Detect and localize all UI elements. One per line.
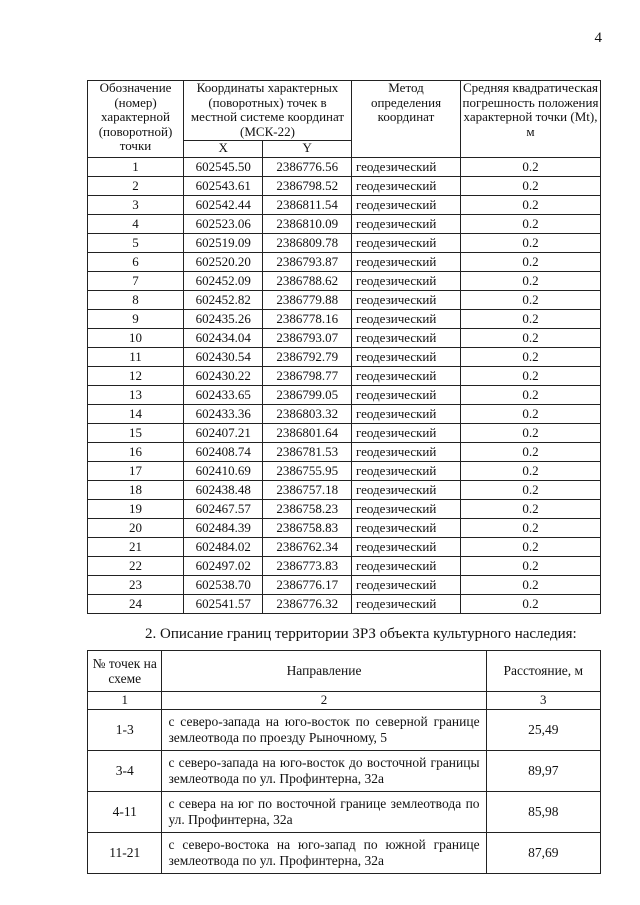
- method-cell: геодезический: [352, 196, 461, 215]
- point-number-cell: 11: [88, 348, 184, 367]
- error-cell: 0.2: [461, 310, 601, 329]
- point-number-cell: 10: [88, 329, 184, 348]
- method-cell: геодезический: [352, 500, 461, 519]
- y-cell: 2386762.34: [263, 538, 352, 557]
- x-cell: 602438.48: [184, 481, 263, 500]
- header-error: Средняя квадратическая погрешность положения характерной точки (Mt), м: [461, 81, 601, 158]
- y-cell: 2386792.79: [263, 348, 352, 367]
- y-cell: 2386788.62: [263, 272, 352, 291]
- point-number-cell: 20: [88, 519, 184, 538]
- point-number-cell: 2: [88, 177, 184, 196]
- method-cell: геодезический: [352, 443, 461, 462]
- y-cell: 2386779.88: [263, 291, 352, 310]
- y-cell: 2386810.09: [263, 215, 352, 234]
- table-row: [88, 310, 601, 329]
- point-number-cell: 16: [88, 443, 184, 462]
- method-cell: геодезический: [352, 253, 461, 272]
- x-cell: 602434.04: [184, 329, 263, 348]
- x-cell: 602541.57: [184, 595, 263, 614]
- x-cell: 602408.74: [184, 443, 263, 462]
- table-row: [88, 158, 601, 177]
- header-method: Метод определения координат: [352, 81, 461, 158]
- table-row: [88, 500, 601, 519]
- point-number-cell: 12: [88, 367, 184, 386]
- x-cell: 602433.65: [184, 386, 263, 405]
- table-row: [88, 751, 601, 792]
- table-row: [88, 234, 601, 253]
- x-cell: 602543.61: [184, 177, 263, 196]
- error-cell: 0.2: [461, 405, 601, 424]
- error-cell: 0.2: [461, 519, 601, 538]
- method-cell: геодезический: [352, 481, 461, 500]
- method-cell: геодезический: [352, 367, 461, 386]
- point-number-cell: 3: [88, 196, 184, 215]
- y-cell: 2386798.52: [263, 177, 352, 196]
- error-cell: 0.2: [461, 576, 601, 595]
- table-row: [88, 405, 601, 424]
- error-cell: 0.2: [461, 500, 601, 519]
- header-coordinates: Координаты характерных (поворотных) точек в местной системе координат (МСК-22): [184, 81, 352, 141]
- error-cell: 0.2: [461, 329, 601, 348]
- x-cell: 602430.54: [184, 348, 263, 367]
- x-cell: 602433.36: [184, 405, 263, 424]
- method-cell: геодезический: [352, 424, 461, 443]
- x-cell: 602538.70: [184, 576, 263, 595]
- method-cell: геодезический: [352, 576, 461, 595]
- error-cell: 0.2: [461, 348, 601, 367]
- y-cell: 2386776.32: [263, 595, 352, 614]
- error-cell: 0.2: [461, 367, 601, 386]
- point-number-cell: 19: [88, 500, 184, 519]
- table-row: [88, 177, 601, 196]
- table-row: [88, 253, 601, 272]
- point-number-cell: 9: [88, 310, 184, 329]
- y-cell: 2386803.32: [263, 405, 352, 424]
- method-cell: геодезический: [352, 158, 461, 177]
- point-number-cell: 5: [88, 234, 184, 253]
- points-cell: 3-4: [88, 751, 162, 792]
- point-number-cell: 23: [88, 576, 184, 595]
- error-cell: 0.2: [461, 595, 601, 614]
- coordinates-table: [87, 80, 601, 614]
- y-cell: 2386758.23: [263, 500, 352, 519]
- method-cell: геодезический: [352, 291, 461, 310]
- point-number-cell: 18: [88, 481, 184, 500]
- distance-cell: 89,97: [486, 751, 600, 792]
- table-row: [88, 462, 601, 481]
- point-number-cell: 1: [88, 158, 184, 177]
- method-cell: геодезический: [352, 272, 461, 291]
- coordinates-table-body: [88, 158, 601, 614]
- y-cell: 2386793.07: [263, 329, 352, 348]
- y-cell: 2386755.95: [263, 462, 352, 481]
- table-row: [88, 386, 601, 405]
- section-title: 2. Описание границ территории ЗРЗ объекта культурного наследия:: [145, 626, 577, 642]
- y-cell: 2386801.64: [263, 424, 352, 443]
- x-cell: 602410.69: [184, 462, 263, 481]
- error-cell: 0.2: [461, 215, 601, 234]
- table-row: [88, 348, 601, 367]
- table-row: [88, 424, 601, 443]
- x-cell: 602407.21: [184, 424, 263, 443]
- table-row: [88, 792, 601, 833]
- header-y: Y: [263, 141, 352, 158]
- table-row: [88, 291, 601, 310]
- points-cell: 11-21: [88, 833, 162, 874]
- distance-cell: 87,69: [486, 833, 600, 874]
- point-number-cell: 8: [88, 291, 184, 310]
- error-cell: 0.2: [461, 557, 601, 576]
- y-cell: 2386781.53: [263, 443, 352, 462]
- method-cell: геодезический: [352, 519, 461, 538]
- table-row: [88, 710, 601, 751]
- point-number-cell: 7: [88, 272, 184, 291]
- x-cell: 602542.44: [184, 196, 263, 215]
- method-cell: геодезический: [352, 538, 461, 557]
- method-cell: геодезический: [352, 310, 461, 329]
- table-row: [88, 272, 601, 291]
- index-cell: 3: [486, 692, 600, 710]
- x-cell: 602452.82: [184, 291, 263, 310]
- point-number-cell: 22: [88, 557, 184, 576]
- error-cell: 0.2: [461, 386, 601, 405]
- x-cell: 602467.57: [184, 500, 263, 519]
- x-cell: 602484.02: [184, 538, 263, 557]
- direction-cell: с северо-запада на юго-восток до восточной границы землеотвода по ул. Профинтерна, 32а: [162, 751, 486, 792]
- y-cell: 2386758.83: [263, 519, 352, 538]
- index-cell: 1: [88, 692, 162, 710]
- error-cell: 0.2: [461, 443, 601, 462]
- table-row: [88, 367, 601, 386]
- index-cell: 2: [162, 692, 486, 710]
- y-cell: 2386799.05: [263, 386, 352, 405]
- error-cell: 0.2: [461, 462, 601, 481]
- error-cell: 0.2: [461, 177, 601, 196]
- x-cell: 602497.02: [184, 557, 263, 576]
- table-row: [88, 329, 601, 348]
- x-cell: 602452.09: [184, 272, 263, 291]
- y-cell: 2386811.54: [263, 196, 352, 215]
- method-cell: геодезический: [352, 177, 461, 196]
- y-cell: 2386809.78: [263, 234, 352, 253]
- method-cell: геодезический: [352, 405, 461, 424]
- table-row: [88, 215, 601, 234]
- header-distance: Расстояние, м: [486, 651, 600, 692]
- y-cell: 2386757.18: [263, 481, 352, 500]
- direction-cell: с севера на юг по восточной границе землеотвода по ул. Профинтерна, 32а: [162, 792, 486, 833]
- table-row: [88, 576, 601, 595]
- error-cell: 0.2: [461, 291, 601, 310]
- point-number-cell: 4: [88, 215, 184, 234]
- point-number-cell: 13: [88, 386, 184, 405]
- point-number-cell: 21: [88, 538, 184, 557]
- header-direction: Направление: [162, 651, 486, 692]
- direction-cell: с северо-востока на юго-запад по южной границе землеотвода по ул. Профинтерна, 32а: [162, 833, 486, 874]
- table-row: [88, 443, 601, 462]
- point-number-cell: 15: [88, 424, 184, 443]
- distance-cell: 25,49: [486, 710, 600, 751]
- method-cell: геодезический: [352, 595, 461, 614]
- point-number-cell: 14: [88, 405, 184, 424]
- error-cell: 0.2: [461, 234, 601, 253]
- points-cell: 1-3: [88, 710, 162, 751]
- table-row: [88, 557, 601, 576]
- y-cell: 2386798.77: [263, 367, 352, 386]
- table-row: [88, 538, 601, 557]
- y-cell: 2386778.16: [263, 310, 352, 329]
- error-cell: 0.2: [461, 538, 601, 557]
- method-cell: геодезический: [352, 348, 461, 367]
- method-cell: геодезический: [352, 215, 461, 234]
- error-cell: 0.2: [461, 272, 601, 291]
- table-row: [88, 481, 601, 500]
- x-cell: 602430.22: [184, 367, 263, 386]
- y-cell: 2386776.17: [263, 576, 352, 595]
- error-cell: 0.2: [461, 253, 601, 272]
- direction-cell: с северо-запада на юго-восток по северной границе землеотвода по проезду Рыночному, 5: [162, 710, 486, 751]
- y-cell: 2386773.83: [263, 557, 352, 576]
- header-x: X: [184, 141, 263, 158]
- y-cell: 2386793.87: [263, 253, 352, 272]
- table-row: [88, 833, 601, 874]
- header-points: № точек на схеме: [88, 651, 162, 692]
- point-number-cell: 6: [88, 253, 184, 272]
- points-cell: 4-11: [88, 792, 162, 833]
- table-row: [88, 196, 601, 215]
- error-cell: 0.2: [461, 158, 601, 177]
- x-cell: 602520.20: [184, 253, 263, 272]
- x-cell: 602435.26: [184, 310, 263, 329]
- point-number-cell: 17: [88, 462, 184, 481]
- x-cell: 602484.39: [184, 519, 263, 538]
- error-cell: 0.2: [461, 196, 601, 215]
- point-number-cell: 24: [88, 595, 184, 614]
- error-cell: 0.2: [461, 481, 601, 500]
- distance-cell: 85,98: [486, 792, 600, 833]
- boundaries-table: [87, 650, 601, 874]
- method-cell: геодезический: [352, 557, 461, 576]
- table-row: [88, 519, 601, 538]
- y-cell: 2386776.56: [263, 158, 352, 177]
- x-cell: 602545.50: [184, 158, 263, 177]
- method-cell: геодезический: [352, 329, 461, 348]
- boundaries-table-body: [88, 692, 601, 874]
- x-cell: 602523.06: [184, 215, 263, 234]
- x-cell: 602519.09: [184, 234, 263, 253]
- method-cell: геодезический: [352, 234, 461, 253]
- header-point-number: Обозначение (номер) характерной (поворотной) точки: [88, 81, 184, 158]
- method-cell: геодезический: [352, 386, 461, 405]
- table-row: [88, 595, 601, 614]
- method-cell: геодезический: [352, 462, 461, 481]
- error-cell: 0.2: [461, 424, 601, 443]
- page-number: 4: [594, 30, 602, 46]
